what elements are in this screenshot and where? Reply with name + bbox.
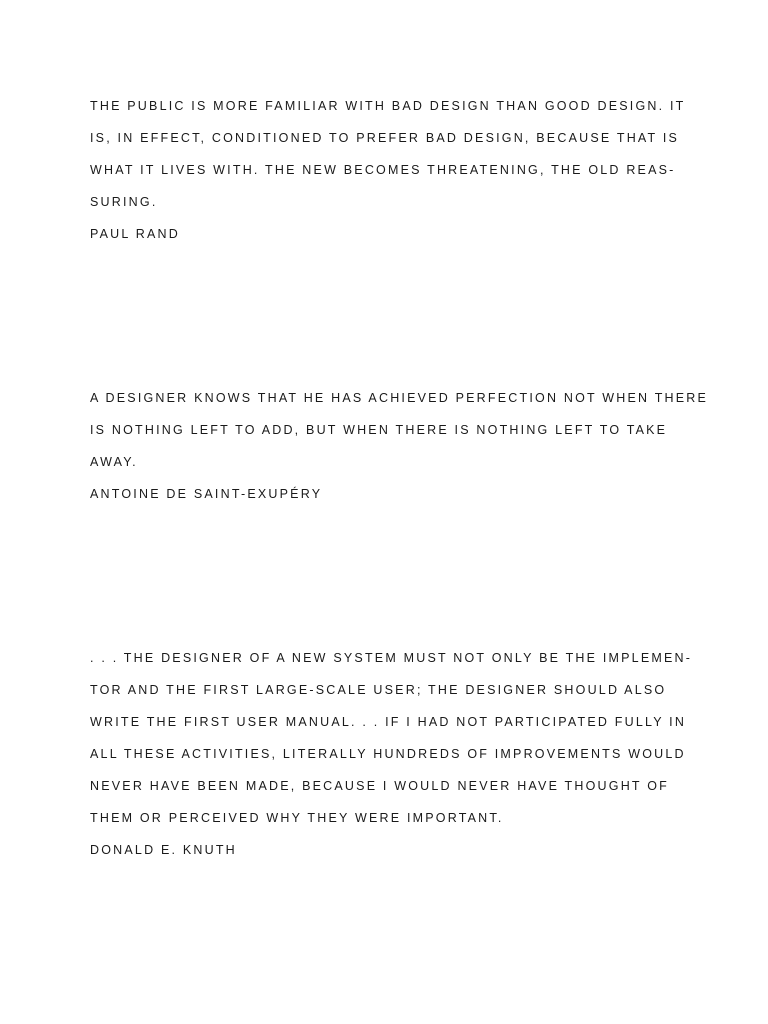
quote-text-line: TOR AND THE FIRST LARGE-SCALE USER; THE DESIGNER SHOULD ALSO	[90, 683, 667, 697]
quote-saint-exupery	[90, 382, 720, 510]
quote-text-line: . . . THE DESIGNER OF A NEW SYSTEM MUST NOT ONLY BE THE IMPLEMEN-	[90, 651, 693, 665]
quote-text-line: A DESIGNER KNOWS THAT HE HAS ACHIEVED PERFECTION NOT WHEN THERE	[90, 391, 709, 405]
quote-text-line: SURING.	[90, 195, 158, 209]
quote-paul-rand	[90, 90, 720, 250]
quote-text-line: THE PUBLIC IS MORE FAMILIAR WITH BAD DESIGN THAN GOOD DESIGN. IT	[90, 99, 686, 113]
quote-author: DONALD E. KNUTH	[90, 843, 237, 857]
quote-text-line: THEM OR PERCEIVED WHY THEY WERE IMPORTANT.	[90, 811, 504, 825]
quote-text-line: WRITE THE FIRST USER MANUAL. . . IF I HAD NOT PARTICIPATED FULLY IN	[90, 715, 687, 729]
quote-knuth	[90, 642, 720, 866]
quote-text-line: AWAY.	[90, 455, 138, 469]
quote-text-line: IS NOTHING LEFT TO ADD, BUT WHEN THERE IS NOTHING LEFT TO TAKE	[90, 423, 668, 437]
quote-text-line: WHAT IT LIVES WITH. THE NEW BECOMES THREATENING, THE OLD REAS-	[90, 163, 676, 177]
quote-author: ANTOINE DE SAINT-EXUPÉRY	[90, 487, 323, 501]
quote-text-line: NEVER HAVE BEEN MADE, BECAUSE I WOULD NEVER HAVE THOUGHT OF	[90, 779, 669, 793]
quote-author: PAUL RAND	[90, 227, 180, 241]
quote-text-line: ALL THESE ACTIVITIES, LITERALLY HUNDREDS OF IMPROVEMENTS WOULD	[90, 747, 686, 761]
quote-text-line: IS, IN EFFECT, CONDITIONED TO PREFER BAD DESIGN, BECAUSE THAT IS	[90, 131, 680, 145]
